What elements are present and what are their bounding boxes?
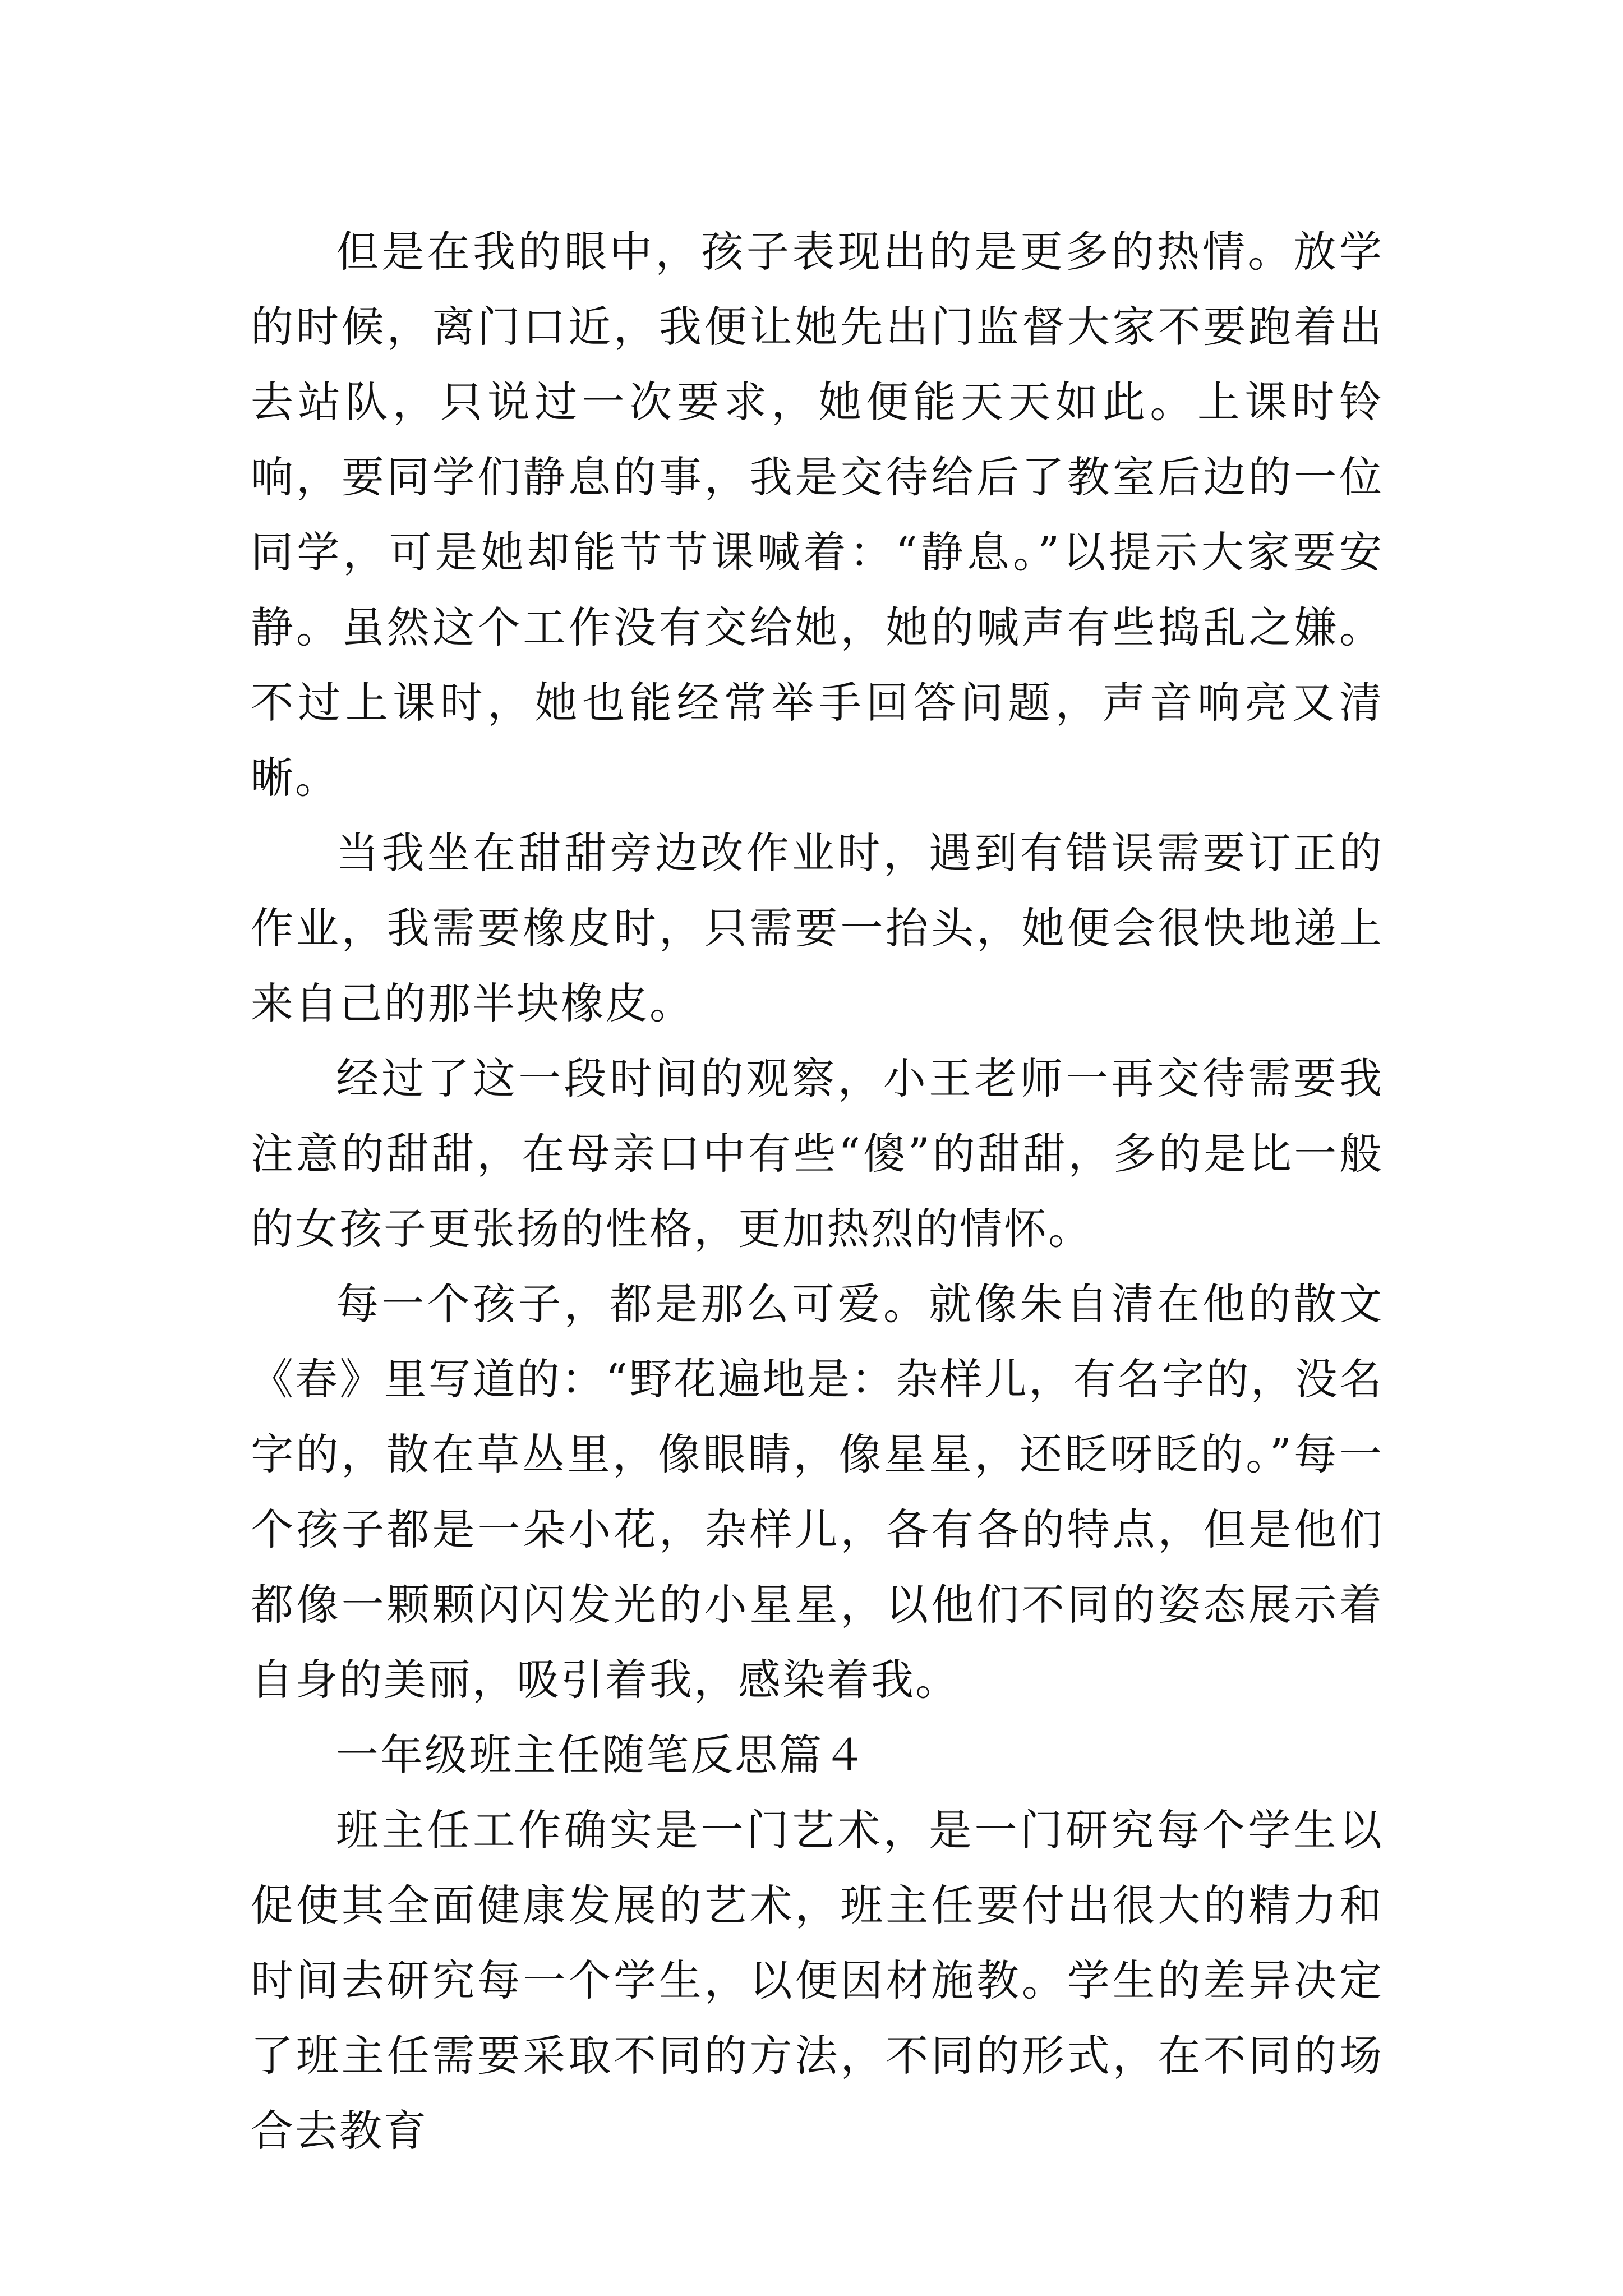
paragraph-eraser: 当我坐在甜甜旁边改作业时，遇到有错误需要订正的作业，我需要橡皮时，只需要一抬头，她便会很快地递上来自己的那半块橡皮。	[251, 828, 1384, 1028]
paragraph-spring-quote: 每一个孩子，都是那么可爱。就像朱自清在他的散文《春》里写道的：“野花遍地是：杂样儿，有名字的，没名字的，散在草丛里，像眼睛，像星星，还眨呀眨的。”每一个孩子都是一朵小花，杂样儿，各有各的特点，但是他们都像一颗颗闪闪发光的小星星，以他们不同的姿态展示着自身的美丽，吸引着我，感染着我。	[251, 1279, 1384, 1705]
paragraph-observation: 经过了这一段时间的观察，小王老师一再交待需要我注意的甜甜，在母亲口中有些“傻”的甜甜，多的是比一般的女孩子更张扬的性格，更加热烈的情怀。	[251, 1053, 1384, 1254]
paragraph-head-teacher-work: 班主任工作确实是一门艺术，是一门研究每个学生以促使其全面健康发展的艺术，班主任要付出很大的精力和时间去研究每一个学生，以便因材施教。学生的差异决定了班主任需要采取不同的方法，不同的形式，在不同的场合去教育	[251, 1805, 1384, 2156]
section-title: 一年级班主任随笔反思篇４	[336, 1730, 868, 1780]
paragraph-enthusiasm: 但是在我的眼中，孩子表现出的是更多的热情。放学的时候，离门口近，我便让她先出门监督大家不要跑着出去站队，只说过一次要求，她便能天天如此。上课时铃响，要同学们静息的事，我是交待给后了教室后边的一位同学，可是她却能节节课喊着：“静息。”以提示大家要安静。虽然这个工作没有交给她，她的喊声有些捣乱之嫌。不过上课时，她也能经常举手回答问题，声音响亮又清晰。	[251, 227, 1384, 803]
document-body	[251, 214, 1384, 2169]
